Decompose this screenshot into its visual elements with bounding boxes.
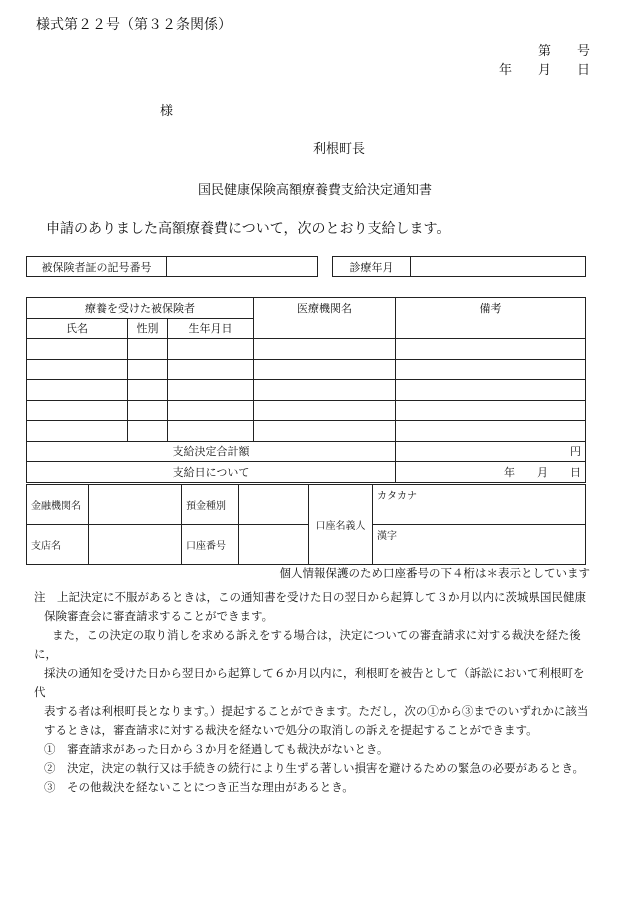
remarks-cell[interactable]	[396, 359, 586, 380]
account-number-field[interactable]	[239, 525, 309, 565]
document-number: 第 号	[537, 44, 590, 59]
gender-header: 性別	[128, 318, 168, 339]
name-cell[interactable]	[27, 421, 128, 442]
note-line: ③ その他裁決を経ないことにつき正当な理由があるとき。	[44, 780, 354, 794]
table-row	[27, 359, 586, 380]
katakana-field[interactable]	[373, 485, 586, 525]
table-row	[27, 400, 586, 421]
branch-name-label: 支店名	[27, 525, 89, 565]
birthdate-cell[interactable]	[168, 380, 254, 401]
table-row	[27, 421, 586, 442]
table-row	[27, 339, 586, 360]
treatment-month-label: 診療年月	[333, 257, 411, 277]
document-title: 国民健康保険高額療養費支給決定通知書	[197, 183, 432, 198]
privacy-note: 個人情報保護のため口座番号の下４桁は＊表示としています	[279, 566, 590, 580]
institution-cell[interactable]	[254, 339, 396, 360]
birthdate-cell[interactable]	[168, 421, 254, 442]
branch-name-field[interactable]	[89, 525, 182, 565]
addressee-honorific: 様	[160, 104, 174, 119]
insured-card-label: 被保険者証の記号番号	[27, 257, 167, 277]
bank-name-field[interactable]	[89, 485, 182, 525]
gender-cell[interactable]	[128, 359, 168, 380]
form-identifier: 様式第２２号（第３２条関係）	[36, 17, 232, 33]
deposit-type-field[interactable]	[239, 485, 309, 525]
account-number-label: 口座番号	[182, 525, 239, 565]
institution-cell[interactable]	[254, 380, 396, 401]
institution-cell[interactable]	[254, 359, 396, 380]
document-date: 年 月 日	[498, 63, 590, 78]
treatment-month-field[interactable]	[411, 257, 586, 277]
insured-card-field[interactable]	[167, 257, 318, 277]
bank-account-table	[26, 484, 586, 565]
note-line: 注 上記決定に不服があるときは，この通知書を受けた日の翌日から起算して３か月以内に茨城県国民健康	[34, 590, 586, 604]
yen-unit: 円	[570, 445, 582, 459]
treatment-month-table	[332, 256, 586, 277]
remarks-header: 備考	[396, 298, 586, 339]
remarks-cell[interactable]	[396, 400, 586, 421]
note-line: するときは，審査請求に対する裁決を経ないで処分の取消しの訴えを提起することができます。	[44, 723, 538, 737]
issuer-name: 利根町長	[313, 142, 366, 157]
remarks-cell[interactable]	[396, 421, 586, 442]
bank-name-label: 金融機関名	[27, 485, 89, 525]
institution-cell[interactable]	[254, 421, 396, 442]
institution-header: 医療機関名	[254, 298, 396, 339]
table-row	[27, 380, 586, 401]
insured-card-table	[26, 256, 318, 277]
note-line: 保険審査会に審査請求することができます。	[44, 609, 274, 623]
remarks-cell[interactable]	[396, 339, 586, 360]
institution-cell[interactable]	[254, 400, 396, 421]
name-header: 氏名	[27, 318, 128, 339]
payment-date-field[interactable]: 年 月 日	[396, 462, 586, 483]
birthdate-cell[interactable]	[168, 400, 254, 421]
gender-cell[interactable]	[128, 380, 168, 401]
name-cell[interactable]	[27, 359, 128, 380]
gender-cell[interactable]	[128, 421, 168, 442]
name-cell[interactable]	[27, 400, 128, 421]
katakana-label: カタカナ	[377, 491, 417, 502]
gender-cell[interactable]	[128, 400, 168, 421]
note-line: 代	[34, 685, 46, 699]
total-amount-label: 支給決定合計額	[27, 441, 396, 462]
name-cell[interactable]	[27, 339, 128, 360]
note-line: 表する者は利根町長となります。）提起することができます。ただし，次の①から③までのいずれかに該当	[44, 704, 589, 718]
remarks-cell[interactable]	[396, 380, 586, 401]
birthdate-header: 生年月日	[168, 318, 254, 339]
note-line: また，この決定の取り消しを求める訴えをする場合は，決定についての審査請求に対する裁決を経た後	[52, 628, 581, 642]
note-line: ② 決定，決定の執行又は手続きの続行により生ずる著しい損害を避けるための緊急の必要があるとき。	[44, 761, 585, 775]
note-line: ① 審査請求があった日から３か月を経過しても裁決がないとき。	[44, 742, 389, 756]
payment-date-label: 支給日について	[27, 462, 396, 483]
account-holder-label: 口座名義人	[309, 485, 373, 565]
birthdate-cell[interactable]	[168, 359, 254, 380]
note-line: に，	[34, 647, 57, 661]
name-cell[interactable]	[27, 380, 128, 401]
intro-sentence: 申請のありました高額療養費について，次のとおり支給します。	[46, 221, 451, 237]
kanji-label: 漢字	[377, 531, 397, 542]
total-amount-field[interactable]	[396, 441, 586, 462]
appeal-notes	[34, 588, 596, 797]
insured-persons-table	[26, 297, 586, 483]
birthdate-cell[interactable]	[168, 339, 254, 360]
kanji-field[interactable]	[373, 525, 586, 565]
gender-cell[interactable]	[128, 339, 168, 360]
insured-group-header: 療養を受けた被保険者	[27, 298, 254, 319]
note-line: 採決の通知を受けた日から翌日から起算して６か月以内に，利根町を被告として（訴訟において利根町を	[44, 666, 585, 680]
deposit-type-label: 預金種別	[182, 485, 239, 525]
